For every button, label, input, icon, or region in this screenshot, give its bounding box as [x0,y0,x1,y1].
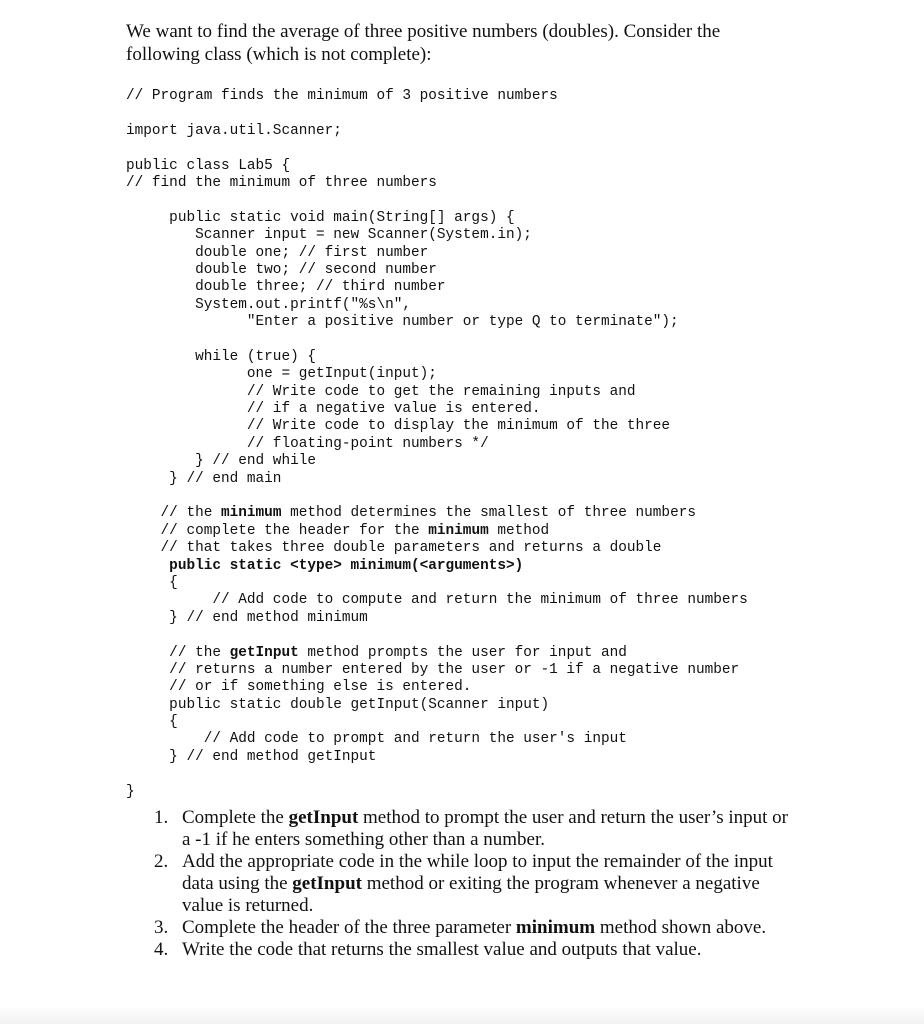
code-line: { [126,714,178,731]
code-line: while (true) { [126,348,316,365]
code-line: } [126,783,135,800]
code-line: // or if something else is entered. [126,679,472,696]
code-line [126,192,906,209]
code-line [126,105,906,122]
code-line: } // end while [126,453,316,470]
code-line: System.out.printf("%s\n", [126,296,411,313]
task-item [154,917,794,939]
task-item [154,851,794,917]
code-keyword: minimum [428,522,489,539]
code-line: public static double getInput(Scanner input) [126,696,550,713]
code-line [126,331,906,348]
code-line: import java.util.Scanner; [126,122,342,139]
task-text: Write the code that returns the smallest value and outputs that value. [182,939,702,960]
task-number: 3. [154,917,169,938]
code-line: } // end method getInput [126,748,377,765]
code-line: // Add code to prompt and return the user's input [126,731,627,748]
code-line [126,140,906,157]
code-line: // Write code to display the minimum of the three [126,418,671,435]
code-line: double one; // first number [126,244,429,261]
code-line: // if a negative value is entered. [126,401,541,418]
task-item [154,939,794,961]
code-line: public class Lab5 { [126,157,291,174]
code-line: one = getInput(input); [126,366,437,383]
intro-paragraph: We want to find the average of three positive numbers (doubles). Consider the following class (which is not complete): [126,21,721,65]
code-line: double three; // third number [126,279,446,296]
task-text: method shown above. [595,917,767,938]
code-line [126,627,906,644]
code-line-bold: // complete the header for the minimum method [126,522,550,539]
task-item [154,807,794,851]
code-line-bold: // the getInput method prompts the user for input and [126,644,627,661]
task-list [154,807,794,961]
code-line: Scanner input = new Scanner(System.in); [126,227,532,244]
code-line: { [126,574,178,591]
code-line: // Add code to compute and return the minimum of three numbers [126,592,748,609]
code-line-bold: public static <type> minimum(<arguments>) [126,557,524,574]
code-line: // returns a number entered by the user or -1 if a negative number [126,661,740,678]
task-text: method to prompt the user and return the user’s input or a -1 if he enters something other than a number. [182,807,788,850]
code-line: // find the minimum of three numbers [126,174,437,191]
code-line: // floating-point numbers */ [126,435,489,452]
code-line: public static void main(String[] args) { [126,209,515,226]
task-text: Complete the header of the three parameter [182,917,516,938]
code-keyword: getInput [229,644,299,661]
code-line: "Enter a positive number or type Q to terminate"); [126,314,679,331]
code-line-bold: // the minimum method determines the smallest of three numbers [126,505,696,522]
code-line [126,488,906,505]
code-listing [126,88,906,801]
code-line: } // end main [126,470,282,487]
code-line: // that takes three double parameters and returns a double [126,540,662,557]
task-number: 4. [154,939,169,960]
task-keyword: getInput [288,807,359,828]
task-text: method or exiting the program whenever a negative value is returned. [182,873,760,916]
task-text: Add the appropriate code in the while loop to input the remainder of the input data using the [182,851,773,894]
code-line: // Program finds the minimum of 3 positive numbers [126,88,558,104]
code-line [126,766,906,783]
task-keyword: getInput [292,873,362,894]
page-bottom-edge [0,1006,924,1024]
code-line: } // end method minimum [126,609,368,626]
task-number: 1. [154,807,169,828]
task-keyword: minimum [515,917,596,938]
code-line: // Write code to get the remaining inputs and [126,383,636,400]
task-number: 2. [154,851,169,872]
code-line: double two; // second number [126,261,437,278]
code-keyword: minimum [221,505,282,522]
task-text: Complete the [182,807,289,828]
